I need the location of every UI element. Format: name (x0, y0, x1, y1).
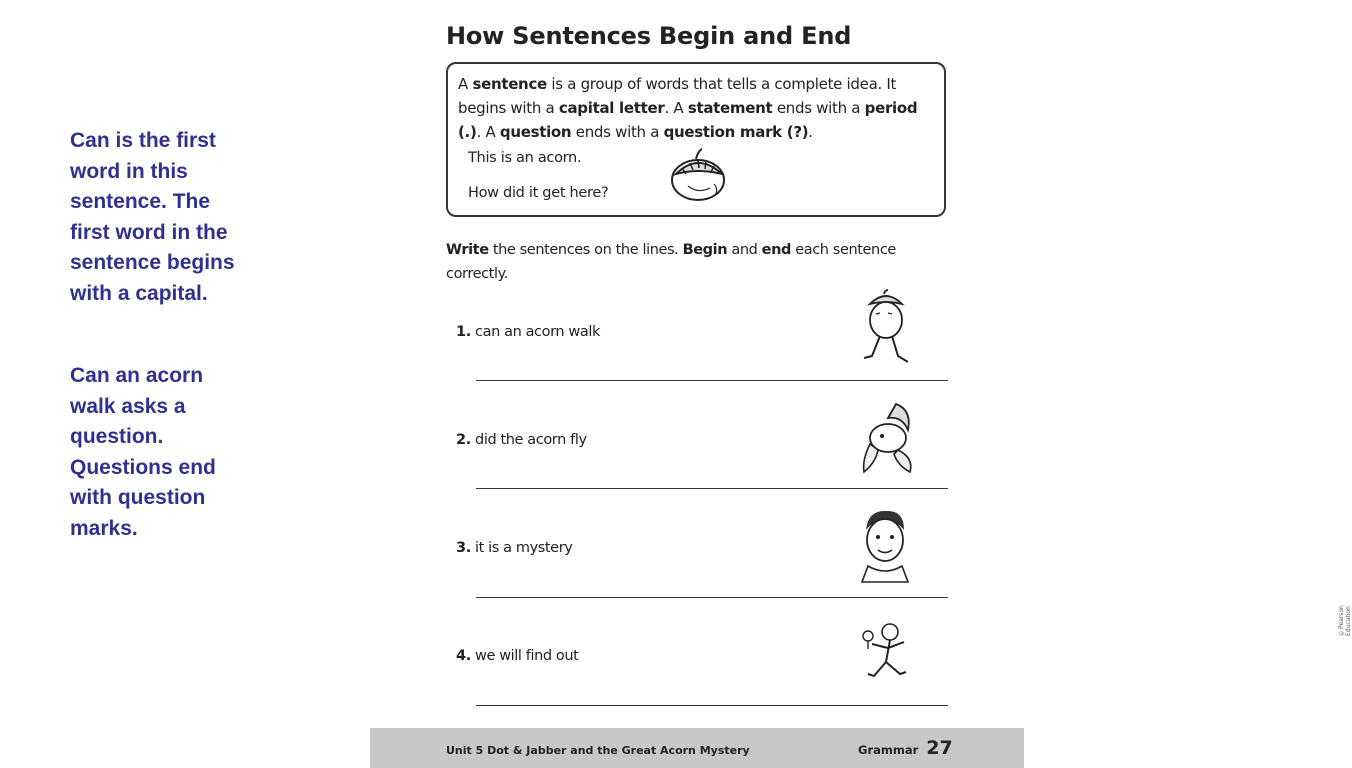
rule-t5: . A (476, 123, 500, 141)
footer-unit: Unit 5 Dot & Jabber and the Great Acorn Mystery (446, 744, 750, 757)
page-number: 27 (926, 737, 953, 759)
item-number: 2. (456, 432, 471, 448)
exercise-item-3 (456, 540, 950, 630)
copyright-note: ©Pearson Education (1338, 605, 1352, 636)
rule-b6: question mark (?) (663, 123, 809, 141)
instr-b2: Begin (682, 242, 728, 258)
answer-line[interactable] (476, 380, 948, 381)
instr-t1: the sentences on the lines. (488, 242, 683, 258)
rule-text (458, 72, 928, 144)
item-label (456, 540, 572, 556)
rule-b5: question (499, 123, 572, 141)
rule-b1: sentence (472, 75, 547, 93)
item-text: can an acorn walk (475, 324, 600, 340)
rule-b4: period (.) (458, 99, 918, 141)
rule-box (446, 62, 946, 217)
item-label (456, 648, 578, 664)
rule-b3: statement (687, 99, 773, 117)
instr-b3: end (761, 242, 791, 258)
rule-t2: is a group of words that tells a complete idea. It begins with a (458, 75, 897, 117)
flying-acorn-icon (858, 400, 918, 480)
rule-t4: ends with a (772, 99, 865, 117)
note-capital: Can is the first word in this sentence. The first word in the sentence begins with a capital. (70, 129, 235, 305)
exercise-item-4 (456, 648, 950, 738)
rule-t3: . A (664, 99, 688, 117)
answer-line[interactable] (476, 597, 948, 598)
page-footer (370, 728, 1024, 768)
instr-t2: and (727, 242, 762, 258)
item-label (456, 432, 587, 448)
acorn-illustration (668, 146, 732, 204)
item-label (456, 324, 600, 340)
answer-line[interactable] (476, 488, 948, 489)
rule-b2: capital letter (558, 99, 665, 117)
note-question: Can an acorn walk asks a question. Questions end with question marks. (70, 364, 216, 540)
item-text: it is a mystery (475, 540, 573, 556)
answer-line[interactable] (476, 705, 948, 706)
example-statement: This is an acorn. (468, 150, 582, 166)
item-number: 3. (456, 540, 471, 556)
instr-t3: each sentence correctly. (446, 242, 896, 282)
rule-t1: A (458, 75, 473, 93)
example-question: How did it get here? (468, 185, 609, 201)
worksheet-page (370, 0, 1352, 768)
boy-face-icon (856, 508, 914, 584)
running-child-icon (858, 620, 916, 690)
item-text: did the acorn fly (475, 432, 587, 448)
rule-t6: ends with a (571, 123, 664, 141)
rule-t7: . (808, 123, 813, 141)
instructions (446, 238, 946, 286)
instr-b1: Write (446, 242, 489, 258)
worksheet-title: How Sentences Begin and End (446, 22, 852, 50)
teacher-notes (70, 126, 240, 596)
footer-grammar: Grammar (858, 743, 919, 757)
item-number: 1. (456, 324, 471, 340)
item-text: we will find out (475, 648, 579, 664)
footer-page (858, 737, 953, 759)
walking-acorn-icon (858, 290, 914, 380)
item-number: 4. (456, 648, 471, 664)
